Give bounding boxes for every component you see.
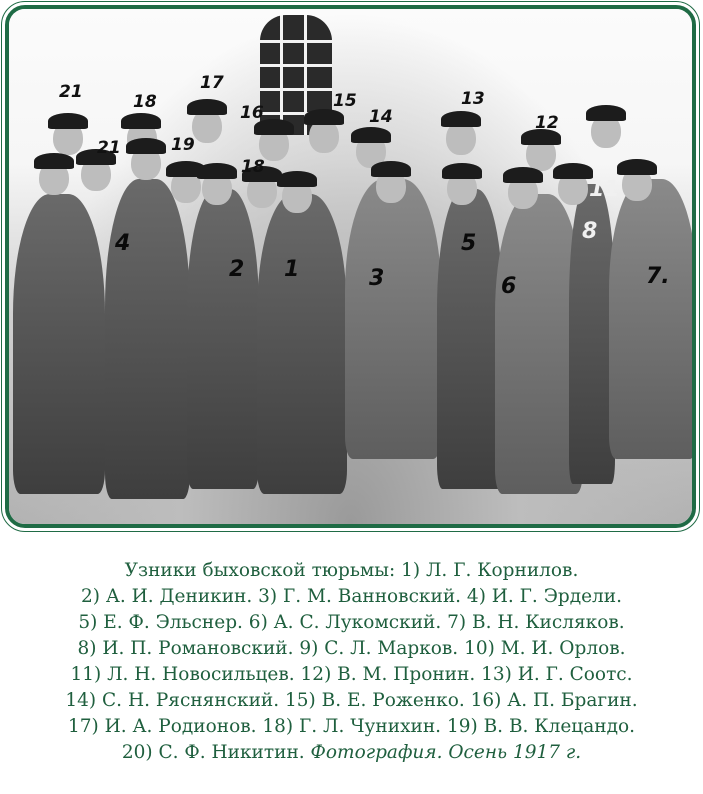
figure-18-cap — [121, 113, 161, 129]
figure-4 — [105, 179, 190, 499]
label-12: 14 — [369, 107, 393, 127]
caption-line-1: Узники быховской тюрьмы: 1) Л. Г. Корнилов. — [124, 560, 579, 581]
figure-9-cap — [586, 105, 626, 121]
label-10: 12 — [535, 113, 559, 133]
figure-20-cap — [34, 153, 74, 169]
figure-3-cap — [371, 161, 411, 177]
label-14: 16 — [240, 103, 264, 123]
caption-photo-date: Фотография. Осень 1917 г. — [310, 742, 582, 763]
figure-15-cap — [187, 99, 227, 115]
label-4: 4 — [115, 231, 131, 256]
figure-6-cap — [503, 167, 543, 183]
label-16: 18 — [241, 157, 265, 177]
figure-20 — [13, 194, 105, 494]
caption-line-8 — [0, 740, 703, 766]
figure-2 — [187, 189, 259, 489]
caption-line-7: 17) И. А. Родионов. 18) Г. Л. Чунихин. 19) В. В. Клецандо. — [68, 716, 635, 737]
label-11: 13 — [461, 89, 485, 109]
photo-caption — [0, 558, 703, 766]
label-6: 6 — [501, 274, 517, 299]
label-19: 21 — [97, 138, 121, 158]
figure-13-cap — [304, 109, 344, 125]
label-18: 18 — [133, 92, 157, 112]
figure-21-cap — [48, 113, 88, 129]
label-17: 19 — [171, 135, 195, 155]
figure-5-cap — [442, 163, 482, 179]
figure-1-cap — [277, 171, 317, 187]
label-13: 15 — [333, 91, 357, 111]
figure-12-cap — [351, 127, 391, 143]
caption-line-3: 5) Е. Ф. Эльснер. 6) А. С. Лукомский. 7) В. Н. Кисляков. — [78, 612, 625, 633]
label-5: 5 — [461, 231, 477, 256]
label-15: 17 — [200, 73, 224, 93]
group-photograph — [9, 9, 692, 524]
caption-line-4: 8) И. П. Романовский. 9) С. Л. Марков. 10) М. И. Орлов. — [77, 638, 626, 659]
photo-frame — [5, 5, 696, 528]
label-8: 8 — [582, 219, 598, 244]
caption-line-5: 11) Л. Н. Новосильцев. 12) В. М. Пронин. 13) И. Г. Соотс. — [70, 664, 633, 685]
caption-line-6: 14) С. Н. Ряснянский. 15) В. Е. Роженко. 16) А. П. Брагин. — [65, 690, 638, 711]
figure-2-cap — [197, 163, 237, 179]
figure-3 — [345, 179, 441, 459]
figure-4-cap — [126, 138, 166, 154]
label-21: 21 — [59, 82, 83, 102]
label-2: 2 — [229, 257, 245, 282]
figure-7 — [609, 179, 696, 459]
label-1: 1 — [284, 257, 300, 282]
figure-7-cap — [617, 159, 657, 175]
caption-line-2: 2) А. И. Деникин. 3) Г. М. Ванновский. 4) И. Г. Эрдели. — [80, 586, 622, 607]
figure-1 — [257, 194, 347, 494]
label-9: 11 — [589, 177, 620, 202]
label-7: 7. — [646, 264, 670, 289]
figure-11-cap — [441, 111, 481, 127]
figure-8-cap — [553, 163, 593, 179]
caption-last-name: 20) С. Ф. Никитин. — [121, 742, 305, 763]
label-3: 3 — [369, 266, 385, 291]
